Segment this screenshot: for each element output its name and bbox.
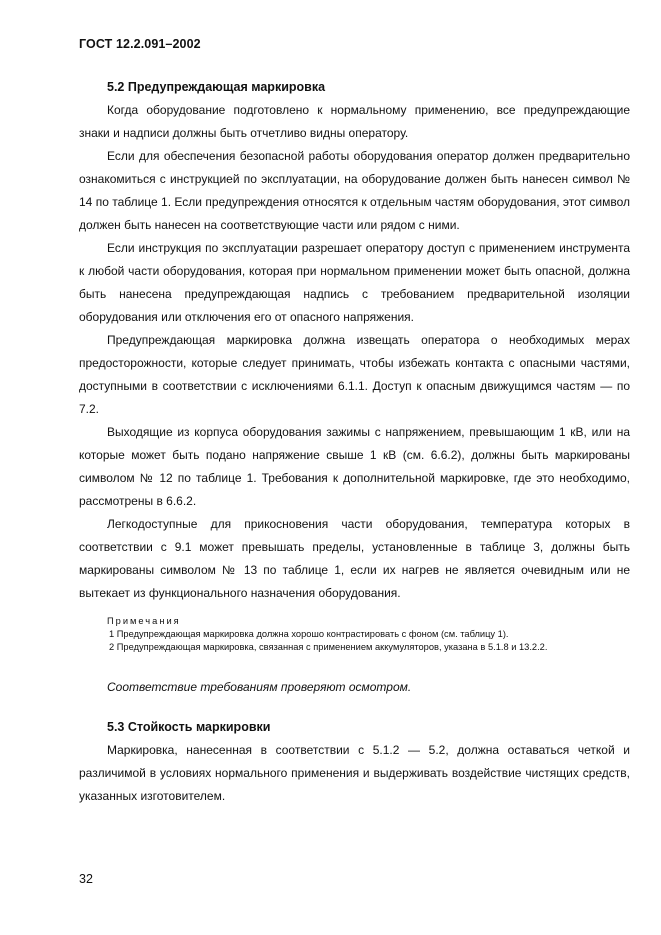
document-code: ГОСТ 12.2.091–2002 bbox=[79, 37, 201, 51]
notes-block bbox=[79, 615, 630, 654]
paragraph: Маркировка, нанесенная в соответствии с 5.1.2 — 5.2, должна оставаться четкой и различимой в условиях нормального применения и выдерживать воздействие чистящих средств, указанных изготовителем. bbox=[79, 743, 630, 803]
page-content bbox=[79, 76, 630, 808]
note-item: 1 Предупреждающая маркировка должна хорошо контрастировать с фоном (см. таблицу 1). bbox=[109, 629, 509, 639]
paragraph: Выходящие из корпуса оборудования зажимы с напряжением, превышающим 1 кВ, или на которые может быть подано напряжение свыше 1 кВ (см. 6.6.2), должны быть маркированы символом № 12 по таблице 1. Требования к дополнительной маркировке, где это необходимо, рассмотрены в 6.6.2. bbox=[79, 425, 630, 508]
paragraph: Если инструкция по эксплуатации разрешает оператору доступ с применением инструмента к любой части оборудования, которая при нормальном применении может быть опасной, должна быть нанесена предупреждающая надпись с требованием предварительной изоляции оборудования или отключения его от опасного напряжения. bbox=[79, 241, 630, 324]
note-item: 2 Предупреждающая маркировка, связанная с применением аккумуляторов, указана в 5.1.8 и 13.2.2. bbox=[109, 642, 548, 652]
paragraph: Когда оборудование подготовлено к нормальному применению, все предупреждающие знаки и надписи должны быть отчетливо видны оператору. bbox=[79, 103, 630, 140]
section-5-3-title: 5.3 Стойкость маркировки bbox=[107, 720, 271, 734]
compliance-statement: Соответствие требованиям проверяют осмотром. bbox=[107, 680, 412, 694]
paragraph: Предупреждающая маркировка должна извещать оператора о необходимых мерах предосторожности, которые следует принимать, чтобы избежать контакта с опасными частями, доступными в соответствии с исключениями 6.1.1. Доступ к опасным движущимся частям — по 7.2. bbox=[79, 333, 630, 416]
page-number: 32 bbox=[79, 872, 93, 886]
paragraph: Если для обеспечения безопасной работы оборудования оператор должен предварительно ознакомиться с инструкцией по эксплуатации, на оборудование должен быть нанесен символ № 14 по таблице 1. Если предупреждения относятся к отдельным частям оборудования, этот символ должен быть нанесен на соответствующие части или рядом с ними. bbox=[79, 149, 630, 232]
paragraph: Легкодоступные для прикосновения части оборудования, температура которых в соответствии с 9.1 может превышать пределы, установленные в таблице 3, должны быть маркированы символом № 13 по таблице 1, если их нагрев не является очевидным или не вытекает из функционального назначения оборудования. bbox=[79, 517, 630, 600]
notes-title: Примечания bbox=[107, 616, 181, 626]
section-5-2-title: 5.2 Предупреждающая маркировка bbox=[107, 80, 326, 94]
